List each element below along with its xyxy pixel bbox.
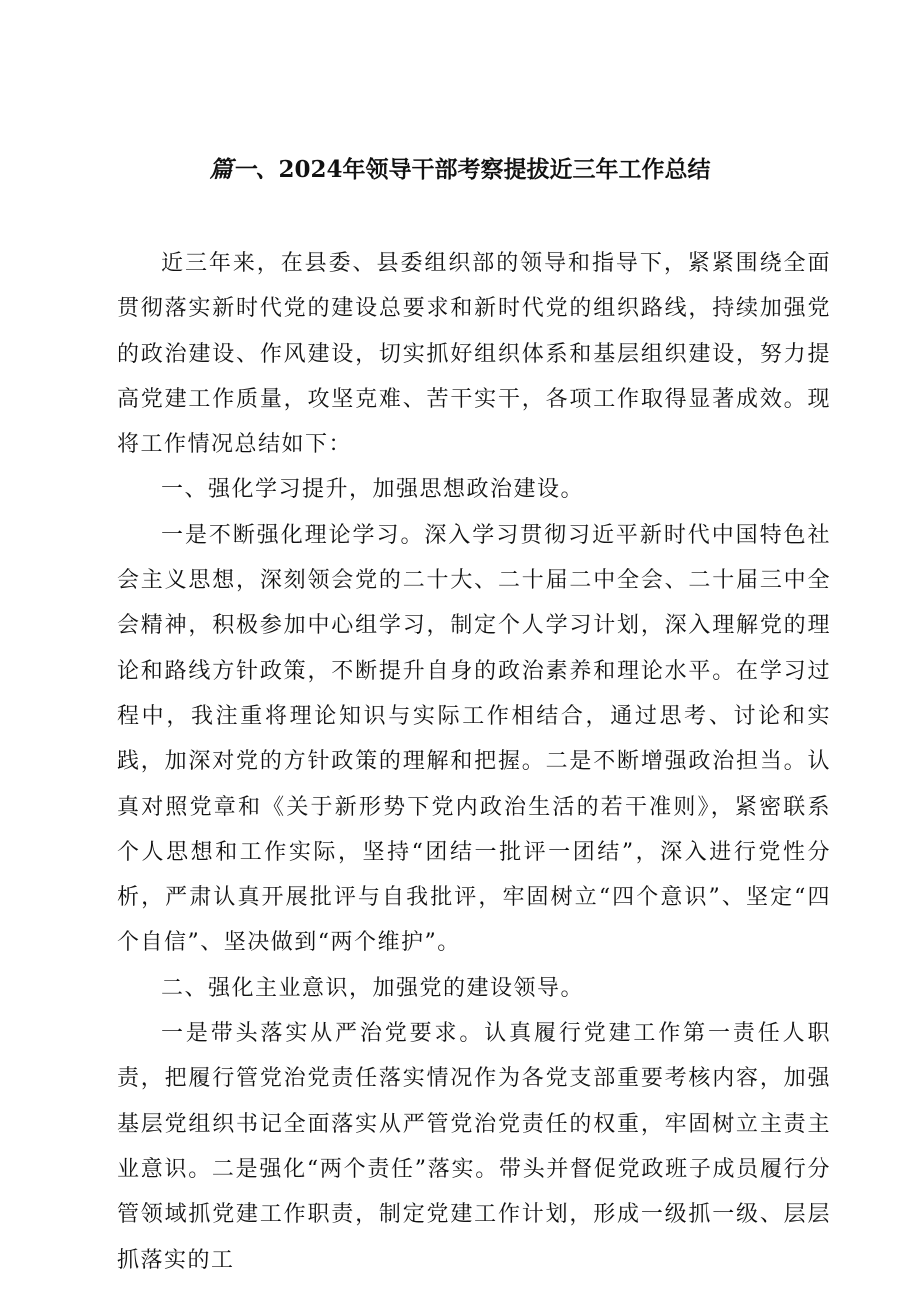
- paragraph-section-2: 一是带头落实从严治党要求。认真履行党建工作第一责任人职责，把履行管党治党责任落实情况作为各党支部重要考核内容，加强基层党组织书记全面落实从严管党治党责任的权重，牢固树立主责主业意识。二是强化“两个责任”落实。带头并督促党政班子成员履行分管领域抓党建工作职责，制定党建工作计划，形成一级抓一级、层层抓落实的工: [117, 1021, 831, 1273]
- paragraph-section-1: 一是不断强化理论学习。深入学习贯彻习近平新时代中国特色社会主义思想，深刻领会党的二十大、二十届二中全会、二十届三中全会精神，积极参加中心组学习，制定个人学习计划，深入理解党的理论和路线方针政策，不断提升自身的政治素养和理论水平。在学习过程中，我注重将理论知识与实际工作相结合，通过思考、讨论和实践，加深对党的方针政策的理解和把握。二是不断增强政治担当。认真对照党章和《关于新形势下党内政治生活的若干准则》，紧密联系个人思想和工作实际，坚持“团结一批评一团结”，深入进行党性分析，严肃认真开展批评与自我批评，牢固树立“四个意识”、坚定“四个自信”、坚决做到“两个维护”。: [117, 522, 831, 956]
- document-title: [0, 150, 920, 190]
- title-prefix: 篇一、: [209, 156, 279, 183]
- section-heading-2: 二、强化主业意识，加强党的建设领导。: [161, 975, 585, 1001]
- section-heading-1: 一、强化学习提升，加强思想政治建设。: [161, 477, 585, 503]
- document-body: [117, 241, 831, 1283]
- title-main: 2024年领导干部考察提拔近三年工作总结: [278, 156, 711, 183]
- paragraph-intro: 近三年来，在县委、县委组织部的领导和指导下，紧紧围绕全面贯彻落实新时代党的建设总要求和新时代党的组织路线，持续加强党的政治建设、作风建设，切实抓好组织体系和基层组织建设，努力提高党建工作质量，攻坚克难、苦干实干，各项工作取得显著成效。现将工作情况总结如下：: [117, 251, 831, 458]
